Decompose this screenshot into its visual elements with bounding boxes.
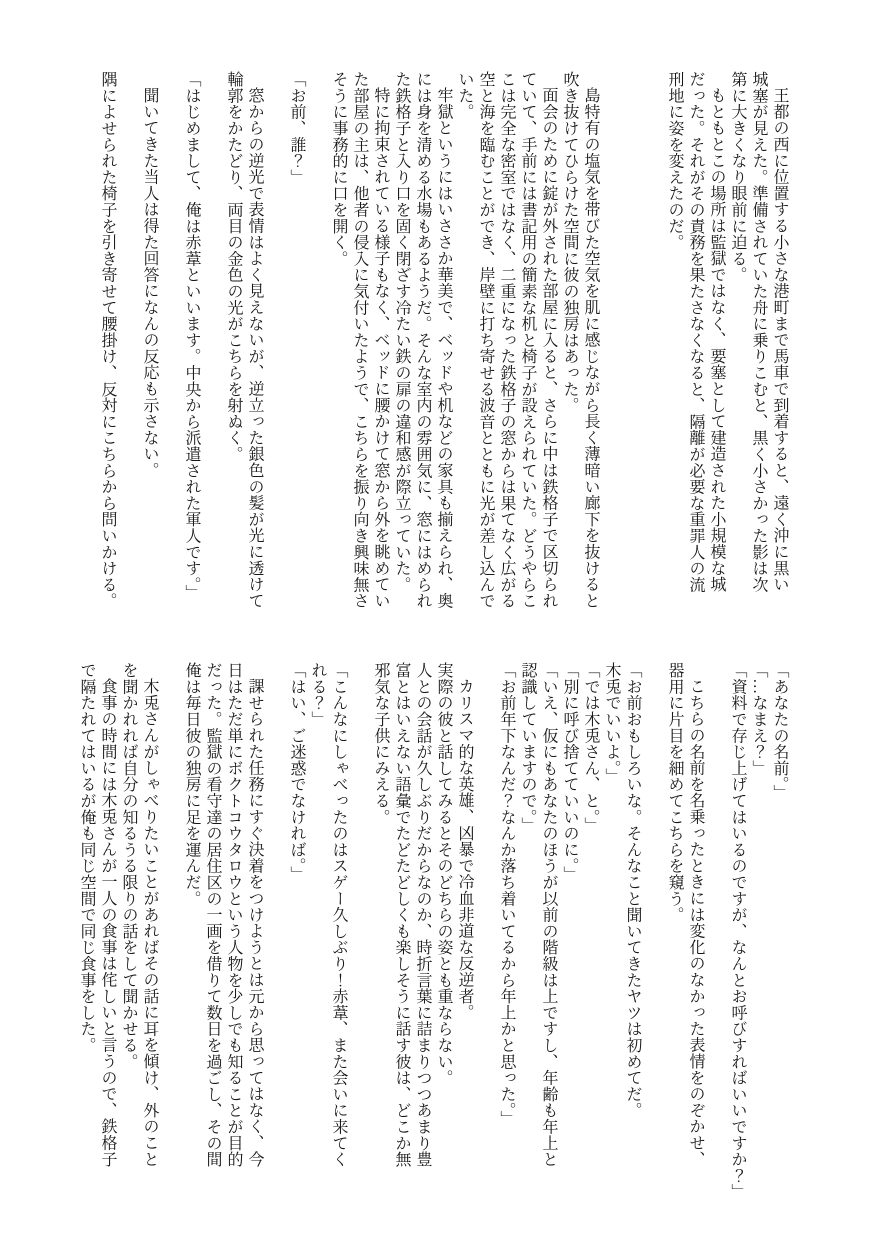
text-line: 「では木兎さん、と。」 xyxy=(582,662,599,834)
blank-line xyxy=(265,662,286,1208)
text-line: 「はい、ご迷惑でなければ。」 xyxy=(288,662,305,883)
text-line: 面会のために錠が外された部屋に入ると、さらに中は鉄格子で区切られ xyxy=(540,87,557,609)
blank-line xyxy=(643,71,664,627)
text-line: 実際の彼と話してみるとそのどちらの姿とも重ならない。 xyxy=(435,662,452,1086)
blank-line xyxy=(706,662,727,1208)
text-line: ていて、手前には書記用の簡素な机と椅子が設えられていた。どうやらこ xyxy=(519,71,536,609)
text-line: 木兎でいいよ。」 xyxy=(603,662,620,785)
text-line: 城塞が見えた。準備されていた舟に乗りこむと、黒く小さかった影は次 xyxy=(750,71,767,593)
text-line: こは完全な密室ではなく、二重になった鉄格子の窓からは果てなく広がる xyxy=(498,71,515,609)
text-line: 「こんなにしゃべったのはスゲー久しぶり！赤葦、また会いに来てく xyxy=(330,662,347,1168)
text-line: 人との会話が久しぶりだからなのか、時折言葉に詰まりつつあまり豊 xyxy=(414,662,431,1168)
text-line: 輪郭をかたどり、両目の金色の光がこちらを射ぬく。 xyxy=(225,71,242,463)
text-line: 牢獄というにはいささか華美で、ベッドや机などの家具も揃えられ、奥 xyxy=(435,87,452,609)
text-line: いた。 xyxy=(456,71,473,120)
text-line: 富とはいえない語彙でたどたどしくも楽しそうに話す彼は、どこか無 xyxy=(393,662,410,1168)
text-line: 食事の時間には木兎さんが一人の食事は侘しいと言うので、鉄格子 xyxy=(99,678,116,1167)
text-line: 聞いてきた当人は得た回答になんの反応も示さない。 xyxy=(141,87,158,479)
text-line: た鉄格子と入り口を固く閉ざす冷たい鉄の扉の違和感が際立っていた。 xyxy=(393,71,410,593)
text-line: 「資料で存じ上げてはいるのですが、なんとお呼びすればいいですか？」 xyxy=(729,662,746,1200)
text-line: 空と海を臨むことができ、岸壁に打ち寄せる波音とともに光が差し込んで xyxy=(477,71,494,609)
blank-line xyxy=(202,71,223,627)
text-line: 「…なまえ？」 xyxy=(750,662,767,777)
blank-line xyxy=(601,71,622,627)
text-line: 隅によせられた椅子を引き寄せて腰掛け、反対にこちらから問いかける。 xyxy=(99,71,116,609)
text-line: 器用に片目を細めてこちらを窺う。 xyxy=(666,662,683,923)
text-line: 島特有の塩気を帯びた空気を肌に感じながら長く薄暗い廊下を抜けると xyxy=(582,87,599,609)
text-line: もともとこの場所は監獄ではなく、要塞として建造された小規模な城 xyxy=(708,87,725,593)
text-line: カリスマ的な英雄、凶暴で冷血非道な反逆者。 xyxy=(456,678,473,1021)
text-line: 「あなたの名前。」 xyxy=(771,662,788,801)
blank-line xyxy=(307,71,328,627)
text-line: 吹き抜けてひらけた空間に彼の独房はあった。 xyxy=(561,71,578,414)
text-line: そうに事務的に口を開く。 xyxy=(330,71,347,267)
blank-line xyxy=(475,662,496,1208)
text-line: 「別に呼び捨てていいのに。」 xyxy=(561,662,578,883)
text-line: 俺は毎日彼の独房に足を運んだ。 xyxy=(183,662,200,907)
bottom-text-block xyxy=(76,662,790,1208)
text-line: た部屋の主は、他者の侵入に気付いたようで、こちらを振り向き興味無さ xyxy=(351,71,368,609)
text-line: 邪気な子供にみえる。 xyxy=(372,662,389,825)
text-line: 「いえ、仮にもあなたのほうが以前の階級は上ですし、年齢も年上と xyxy=(540,662,557,1168)
text-line: 第に大きくなり眼前に迫る。 xyxy=(729,71,746,283)
text-line: 特に拘束されている様子もなく、ベッドに腰かけて窓から外を眺めてい xyxy=(372,87,389,609)
text-line: 課せられた任務にすぐ決着をつけようとは元から思ってはなく、今 xyxy=(246,678,263,1167)
blank-line xyxy=(118,71,139,627)
text-line: 「はじめまして、俺は赤葦といいます。中央から派遣された軍人です。」 xyxy=(183,71,200,601)
text-line: 「お前年下なんだ？なんか落ち着いてるから年上かと思った。」 xyxy=(498,662,515,1127)
text-line: れる？」 xyxy=(309,662,326,728)
text-line: こちらの名前を名乗ったときには変化のなかった表情をのぞかせ、 xyxy=(687,678,704,1167)
text-line: だった。それがその責務を果たさなくなると、隔離が必要な重罪人の流 xyxy=(687,71,704,593)
blank-line xyxy=(643,662,664,1208)
text-line: を聞かれれば自分の知るうる限りの話をして聞かせる。 xyxy=(120,662,137,1070)
blank-line xyxy=(349,662,370,1208)
text-line: 日はただ単にボクトコウタロウという人物を少しでも知ることが目的 xyxy=(225,662,242,1168)
blank-line xyxy=(622,71,643,627)
text-line: で隔たれてはいるが俺も同じ空間で同じ食事をした。 xyxy=(78,662,95,1054)
text-line: 窓からの逆光で表情はよく見えないが、逆立った銀色の髪が光に透けて xyxy=(246,87,263,609)
blank-line xyxy=(160,71,181,627)
text-line: 刑地に姿を変えたのだ。 xyxy=(666,71,683,251)
text-line: 木兎さんがしゃべりたいことがあればその話に耳を傾け、外のこと xyxy=(141,678,158,1167)
text-line: には身を清める水場もあるようだ。そんな室内の雰囲気に、窓にはめられ xyxy=(414,71,431,609)
top-text-block xyxy=(97,71,790,627)
text-line: 「お前おもしろいな。そんなこと聞いてきたヤツは初めてだ。 xyxy=(624,662,641,1119)
text-line: 王都の西に位置する小さな港町まで馬車で到着すると、遠く沖に黒い xyxy=(771,87,788,593)
blank-line xyxy=(160,662,181,1208)
text-line: 認識していますので。」 xyxy=(519,662,536,834)
text-line: だった。監獄の看守達の居住区の一画を借りて数日を過ごし、その間 xyxy=(204,662,221,1168)
text-line: 「お前、誰？」 xyxy=(288,71,305,186)
blank-line xyxy=(265,71,286,627)
